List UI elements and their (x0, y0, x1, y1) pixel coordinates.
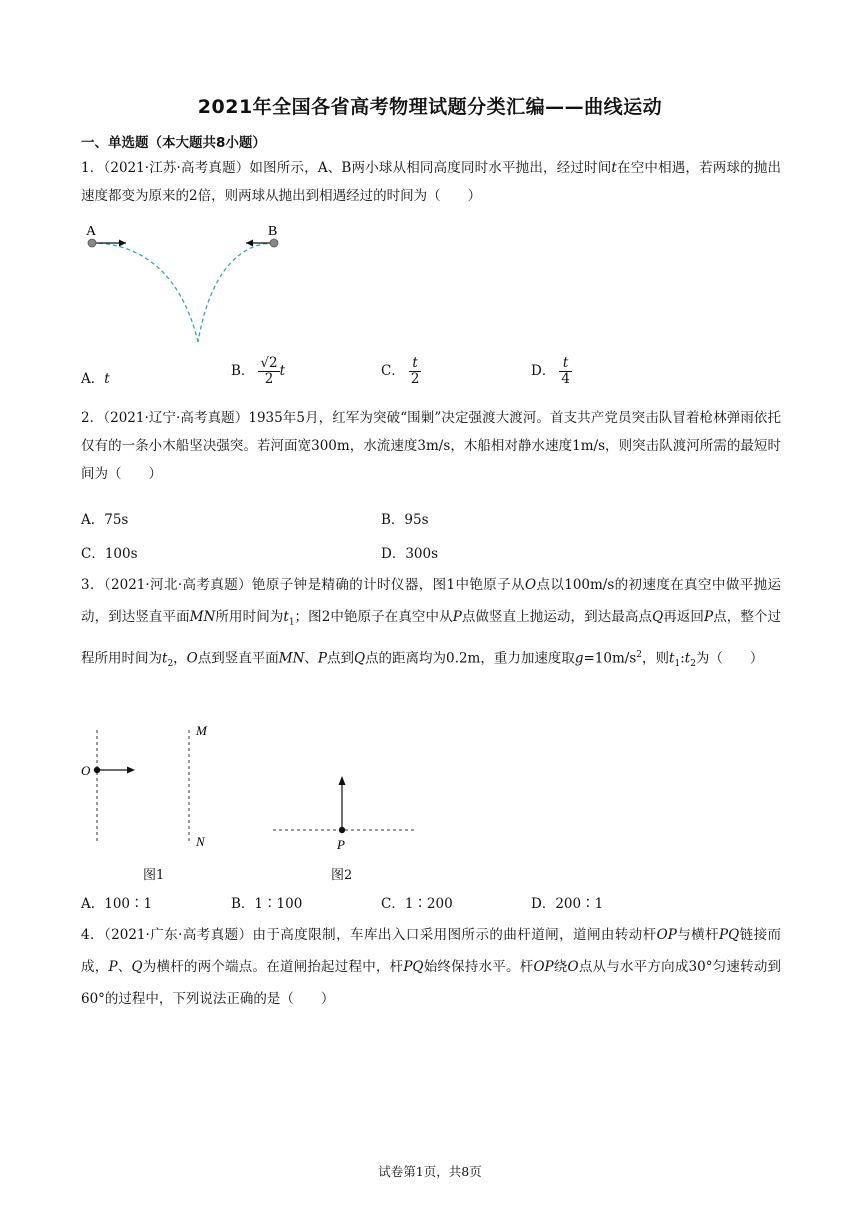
q3-option-b[interactable]: B．1∶100 (231, 896, 303, 912)
fig1-label-o: O (81, 763, 91, 778)
q2-option-d[interactable]: D．300s (381, 546, 439, 562)
page-footer: 试卷第1页，共8页 (378, 1164, 482, 1179)
q1-option-b[interactable]: B． $\frac{√2}{2}$ t (231, 355, 286, 387)
q1-option-c[interactable]: C． $\frac{t}{2}$ (381, 355, 420, 387)
q3-option-d[interactable]: D．200∶1 (531, 896, 604, 912)
section-heading: 一、单选题（本大题共8小题） (81, 135, 266, 151)
fig-label-b: B (268, 224, 278, 239)
q2-option-c[interactable]: C．100s (81, 546, 138, 562)
trajectory-a (92, 243, 198, 342)
q3-option-c[interactable]: C．1∶200 (381, 896, 453, 912)
question-2-text: 2．（2021·辽宁·高考真题）1935年5月，红军为突破“围剿”决定强渡大渡河。首支共产党员突击队冒着枪林弹雨依托仅有的一条小木船坚决强突。若河面宽300m，水流速度3m/s，木船相对静水速度1m/s，则突击队渡河所需的最短时间为（ ） (81, 410, 781, 482)
ball-b (270, 239, 278, 247)
trajectory-b (198, 243, 274, 342)
page-title: 2021年全国各省高考物理试题分类汇编——曲线运动 (197, 96, 663, 118)
question-3-text: 3．（2021·河北·高考真题）铯原子钟是精确的计时仪器，图1中铯原子从O点以100m/s的初速度在真空中做平抛运动，到达竖直平面MN所用时间为$t_1$；图2中铯原子在真空中从P点做竖直上抛运动，到达最高点Q再返回P点，整个过程所用时间为$t_2$，O点到竖直平面MN、P点到Q点的距离均为0.2m，重力加速度取$g=10m/s^2$，则$t_1:t_2$为（ ） (81, 577, 782, 669)
question-3-figure (75, 722, 425, 862)
fig1-caption: 图1 (143, 868, 165, 883)
question-4-text: 4．（2021·广东·高考真题）由于高度限制，车库出入口采用图所示的曲杆道闸，道闸由转动杆OP与横杆PQ链接而成，P、Q为横杆的两个端点。在道闸抬起过程中，杆PQ始终保持水平。杆OP绕O点从与水平方向成30°匀速转动到60°的过程中，下列说法正确的是（ ） (81, 927, 782, 1007)
q3-option-a[interactable]: A．100∶1 (81, 896, 153, 912)
q1-option-a[interactable]: A．t (81, 371, 110, 387)
fig1-label-m: M (196, 723, 207, 738)
q1-option-d[interactable]: D． $\frac{t}{4}$ (531, 355, 570, 387)
fig2-label-p: P (337, 837, 345, 852)
q2-option-a[interactable]: A．75s (81, 512, 129, 528)
fig-label-a: A (86, 224, 97, 239)
fig2-caption: 图2 (331, 868, 353, 883)
fig1-label-n: N (196, 834, 205, 849)
q2-option-b[interactable]: B．95s (381, 512, 429, 528)
question-1-text: 1．（2021·江苏·高考真题）如图所示，A、B两小球从相同高度同时水平抛出，经过时间t在空中相遇，若两球的抛出速度都变为原来的2倍，则两球从抛出到相遇经过的时间为（ ） (81, 160, 782, 204)
question-1-figure (80, 222, 290, 352)
ball-a (88, 239, 96, 247)
